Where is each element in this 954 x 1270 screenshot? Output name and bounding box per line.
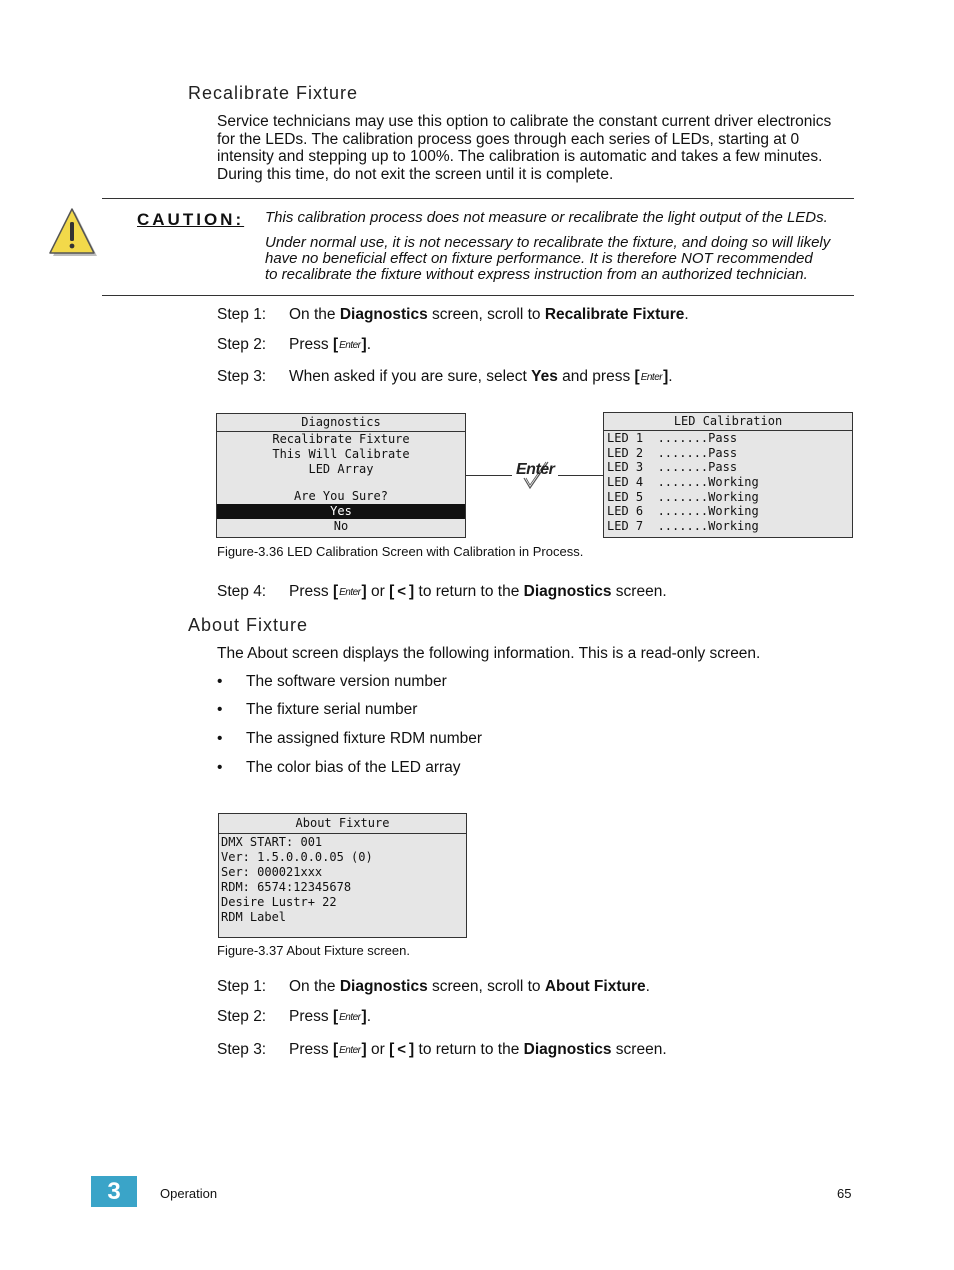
enter-key-icon: Enter (339, 340, 361, 351)
caution-line: have no beneficial effect on fixture performance. It is therefore NOT recommended (265, 250, 813, 267)
caution-label: CAUTION: (137, 210, 245, 229)
lcd-line: This Will Calibrate (272, 447, 410, 461)
figure-caption: Figure-3.36 LED Calibration Screen with Calibration in Process. (217, 544, 584, 559)
about-fixture-screen (218, 813, 467, 938)
list-item: • The fixture serial number (217, 701, 418, 718)
enter-key: [Enter] (332, 1008, 367, 1025)
about-step-1: Step 1: On the Diagnostics screen, scroll to About Fixture. (217, 978, 650, 995)
lcd-line: Recalibrate Fixture (272, 432, 410, 446)
caution-bottom-rule (102, 295, 854, 296)
caution-line: Under normal use, it is not necessary to recalibrate the fixture, and doing so will likely (265, 234, 831, 251)
intro-line: Service technicians may use this option to calibrate the constant current driver electronics (217, 113, 832, 130)
about-intro: The About screen displays the following information. This is a read-only screen. (217, 645, 761, 662)
list-item: • The assigned fixture RDM number (217, 730, 483, 747)
enter-key: [Enter] (332, 1041, 367, 1058)
back-key: [ < ] (389, 1041, 415, 1058)
enter-key: [Enter] (332, 336, 367, 353)
about-row: DMX START: 001 (221, 835, 323, 849)
enter-key-icon: Enter (339, 1012, 361, 1023)
recal-step-2: Step 2: Press [Enter]. (217, 336, 371, 353)
led-calibration-screen (603, 412, 853, 538)
led-row: LED 2 .......Pass (607, 445, 738, 460)
caution-top-rule (102, 198, 854, 199)
caution-line: This calibration process does not measure or recalibrate the light output of the LEDs. (265, 209, 828, 226)
list-item: • The color bias of the LED array (217, 759, 461, 776)
caution-line: to recalibrate the fixture without express instruction from an authorized technician. (265, 266, 808, 283)
about-row: Ser: 000021xxx (221, 865, 323, 879)
intro-line: for the LEDs. The calibration process goes through each series of LEDs, starting at 0 (217, 130, 800, 148)
lcd-title: Diagnostics (217, 414, 465, 432)
warning-icon (47, 206, 99, 258)
recalibrate-intro (217, 113, 857, 183)
enter-key-icon: Enter (339, 587, 361, 598)
enter-key-icon: Enter (640, 372, 663, 383)
about-row: Desire Lustr+ 22 (221, 895, 337, 909)
recal-step-4: Step 4: Press [Enter] or [ < ] to return to the Diagnostics screen. (217, 583, 667, 600)
section-heading-about: About Fixture (188, 615, 309, 635)
about-row: Ver: 1.5.0.0.0.05 (0) (221, 850, 373, 864)
lcd-option-yes: Yes (217, 504, 465, 519)
chapter-number-badge: 3 (91, 1176, 137, 1207)
diagnostics-screen (216, 413, 466, 538)
led-row: LED 5 .......Working (607, 489, 759, 504)
enter-key: [Enter] (332, 583, 367, 600)
recal-step-1: Step 1: On the Diagnostics screen, scroll to Recalibrate Fixture. (217, 306, 689, 323)
about-step-3: Step 3: Press [Enter] or [ < ] to return to the Diagnostics screen. (217, 1041, 667, 1058)
about-row: RDM: 6574:12345678 (221, 880, 352, 894)
recal-step-3: Step 3: When asked if you are sure, select Yes and press [Enter]. (217, 368, 673, 385)
enter-label: Enter (516, 461, 555, 478)
section-heading-recalibrate: Recalibrate Fixture (188, 83, 359, 103)
led-row: LED 4 .......Working (607, 475, 759, 490)
lcd-option-no: No (333, 519, 349, 533)
lcd-line: LED Array (308, 462, 374, 476)
back-key: [ < ] (389, 583, 415, 600)
chevron-left-icon: < (397, 583, 407, 600)
led-row: LED 3 .......Pass (607, 460, 738, 475)
lcd-line: Are You Sure? (294, 489, 388, 503)
led-row: LED 1 .......Pass (607, 431, 738, 445)
page-number: 65 (837, 1186, 852, 1201)
caution-text (265, 210, 860, 283)
lcd-title: About Fixture (219, 814, 466, 834)
about-row: RDM Label (221, 910, 287, 924)
lcd-title: LED Calibration (604, 413, 852, 431)
intro-line: intensity and stepping up to 100%. The calibration is automatic and takes a few minutes. (217, 148, 823, 165)
enter-key-icon: Enter (339, 1045, 361, 1056)
enter-arrow-label (512, 460, 558, 490)
enter-key: [Enter] (634, 368, 669, 385)
figure-caption: Figure-3.37 About Fixture screen. (217, 943, 410, 958)
list-item: • The software version number (217, 673, 447, 690)
led-row: LED 6 .......Working (607, 504, 759, 519)
chevron-left-icon: < (397, 1041, 407, 1058)
footer-section: Operation (160, 1186, 218, 1201)
about-step-2: Step 2: Press [Enter]. (217, 1008, 371, 1025)
intro-line: During this time, do not exit the screen until it is complete. (217, 165, 614, 183)
lcd-line (217, 477, 465, 489)
led-row: LED 7 .......Working (607, 519, 759, 534)
